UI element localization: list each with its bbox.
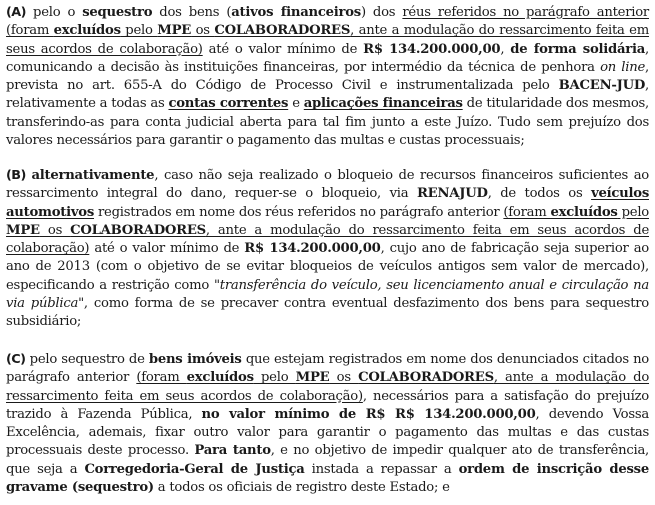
text-run: , ante a modulação do ressarcimento feita em seus acordos de colaboração): [6, 23, 649, 57]
text-run: (foram: [503, 204, 551, 220]
text-run: "transferência do veículo, seu licenciamento anual e circulação na via pública": [6, 277, 649, 312]
text-run: até o valor mínimo de: [89, 241, 245, 257]
paragraph-a: [6, 4, 649, 150]
text-run: RENAJUD: [416, 186, 488, 202]
text-run: , ante a modulação do ressarcimento feita em seus acordos de colaboração): [6, 222, 649, 257]
text-run: BACEN-JUD: [558, 78, 646, 94]
text-run: , ante a modulação do ressarcimento feita em seus acordos de colaboração): [6, 370, 650, 404]
text-run: , caso não seja realizado o bloqueio de recursos financeiros suficientes ao ressarcimento integral do dano, requer-se o bloqueio, via: [6, 168, 649, 202]
text-run: aplicações financeiras: [303, 96, 463, 112]
text-run: pelo o: [25, 5, 83, 20]
text-run: a todos os oficiais de registro deste Estado; e: [153, 480, 450, 496]
text-run: R$ 134.200.000,00: [244, 241, 381, 257]
text-run: os: [329, 370, 359, 386]
text-run: , e no objetivo de impedir qualquer ato de transferência, que seja a: [6, 443, 649, 477]
text-run: Para tanto: [194, 443, 271, 459]
text-run: excluídos: [53, 23, 121, 39]
text-run: ) dos: [360, 5, 403, 20]
text-run: instada a repassar a: [304, 461, 459, 477]
text-run: , prevista no art. 655-A do Código de Processo Civil e instrumentalizada pelo: [6, 59, 649, 94]
text-run: MPE: [157, 23, 192, 39]
paragraph-b: [6, 167, 649, 332]
text-run: COLABORADORES: [214, 23, 351, 39]
text-run: alternativamente: [31, 168, 155, 183]
text-run: sequestro: [82, 5, 153, 20]
text-run: COLABORADORES: [70, 222, 206, 238]
text-run: dos bens (: [152, 5, 232, 20]
text-run: réus referidos no parágrafo anterior (foram: [6, 5, 649, 39]
text-run: que estejam registrados em nome dos denunciados citados no parágrafo anterior: [6, 352, 649, 386]
text-run: pelo: [120, 23, 158, 39]
text-run: e: [288, 96, 304, 112]
text-run: MPE: [295, 370, 330, 386]
text-run: , comunicando a decisão às instituições financeiras, por intermédio da técnica de penhora: [6, 41, 649, 75]
text-run: , necessários para a satisfação do prejuízo trazido à Fazenda Pública,: [6, 388, 649, 422]
text-run: ativos financeiros: [231, 5, 361, 20]
text-run: os: [39, 222, 71, 238]
text-run: os: [191, 23, 215, 39]
text-run: , relativamente a todas as: [6, 78, 649, 112]
text-run: , devendo Vossa Excelência, ademais, fixar outro valor para garantir o pagamento das multas e das custas processuais deste processo.: [6, 406, 649, 459]
text-run: pelo: [253, 370, 296, 386]
text-run: MPE: [6, 222, 40, 238]
text-run: R$ 134.200.000,00: [363, 41, 501, 57]
text-run: pelo: [617, 204, 649, 220]
text-run: excluídos: [550, 204, 618, 220]
text-run: COLABORADORES: [358, 370, 494, 386]
text-run: ,: [500, 41, 511, 57]
text-run: contas correntes: [168, 96, 289, 112]
paragraph-c: [6, 351, 649, 497]
item-label: (C): [6, 352, 26, 367]
item-label: (A): [6, 5, 26, 20]
text-run: de forma solidária: [510, 41, 646, 57]
text-run: , cujo ano de fabricação seja superior ao ano de 2013 (com o objetivo de se evitar bloqueios de veículos antigos sem valor de mercado), especificando a restrição como: [6, 241, 649, 293]
text-run: de titularidade dos mesmos, transferindo-as para conta judicial aberta para tal fim junto a este Juízo. Tudo sem prejuízo dos valores necessários para garantir o pagamento das multas e custas processuais;: [6, 96, 650, 149]
text-run: ordem de inscrição desse gravame (sequestro): [6, 461, 649, 496]
text-run: no valor mínimo de R$ R$ 134.200.000,00: [201, 406, 536, 422]
text-run: veículos automotivos: [6, 186, 649, 220]
text-run: (foram: [136, 370, 187, 386]
text-run: , como forma de se precaver contra eventual desfazimento dos bens para sequestro subsidiário;: [6, 296, 649, 330]
text-run: registrados em nome dos réus referidos no parágrafo anterior: [94, 204, 504, 220]
text-run: Corregedoria-Geral de Justiça: [84, 461, 305, 477]
text-run: , de todos os: [487, 186, 592, 202]
text-run: até o valor mínimo de: [202, 41, 364, 57]
item-label: (B): [6, 168, 26, 183]
text-run: pelo sequestro de: [25, 352, 149, 367]
text-run: bens imóveis: [148, 352, 242, 367]
text-run: excluídos: [186, 370, 254, 386]
text-run: on line: [600, 59, 646, 75]
